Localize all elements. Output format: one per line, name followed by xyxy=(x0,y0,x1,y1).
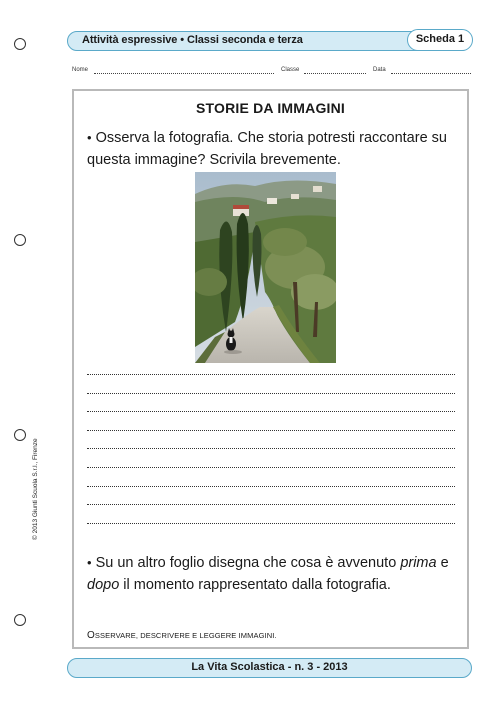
writing-line[interactable] xyxy=(87,504,455,505)
scheda-badge: Scheda 1 xyxy=(407,29,473,51)
instruction-2-part1: Su un altro foglio disegna che cosa è avvenuto xyxy=(95,555,397,571)
data-label: Data xyxy=(373,67,386,73)
binder-hole-4 xyxy=(14,614,26,626)
photo-svg xyxy=(195,172,336,363)
worksheet-box xyxy=(72,89,469,649)
caption-rest: SSERVARE, DESCRIVERE E LEGGERE IMMAGINI. xyxy=(94,631,277,640)
writing-line[interactable] xyxy=(87,523,455,524)
instruction-2-prima: prima xyxy=(400,555,437,571)
data-line[interactable] xyxy=(391,73,471,74)
copyright-notice: © 2013 Giunti Scuola S.r.l., Firenze xyxy=(32,438,39,540)
instruction-2-part2: il momento rappresentato dalla fotografia. xyxy=(123,577,391,593)
writing-line[interactable] xyxy=(87,430,455,431)
classe-label: Classe xyxy=(281,67,300,73)
student-fields-row xyxy=(72,67,472,77)
bullet-icon: • xyxy=(87,130,92,145)
skill-caption xyxy=(87,630,277,641)
instruction-1-text: Osserva la fotografia. Che storia potresti raccontare su questa immagine? Scrivila brevemente. xyxy=(87,130,447,168)
writing-lines xyxy=(87,374,455,541)
bullet-icon: • xyxy=(87,555,92,570)
instruction-2 xyxy=(87,552,457,596)
worksheet-title: STORIE DA IMMAGINI xyxy=(195,100,346,116)
nome-line[interactable] xyxy=(94,73,274,74)
writing-line[interactable] xyxy=(87,374,455,375)
header-bar xyxy=(67,31,472,51)
instruction-1 xyxy=(87,127,457,171)
binder-hole-1 xyxy=(14,38,26,50)
writing-line[interactable] xyxy=(87,411,455,412)
instruction-2-e: e xyxy=(440,555,449,571)
photograph xyxy=(195,172,336,363)
writing-line[interactable] xyxy=(87,448,455,449)
footer-bar: La Vita Scolastica - n. 3 - 2013 xyxy=(67,658,472,678)
writing-line[interactable] xyxy=(87,467,455,468)
instruction-2-dopo: dopo xyxy=(87,577,120,593)
binder-hole-2 xyxy=(14,234,26,246)
writing-line[interactable] xyxy=(87,393,455,394)
binder-hole-3 xyxy=(14,429,26,441)
header-title: Attività espressive • Classi seconda e terza xyxy=(82,34,303,46)
caption-initial: O xyxy=(87,630,95,641)
classe-line[interactable] xyxy=(304,73,366,74)
writing-line[interactable] xyxy=(87,486,455,487)
nome-label: Nome xyxy=(72,67,89,73)
